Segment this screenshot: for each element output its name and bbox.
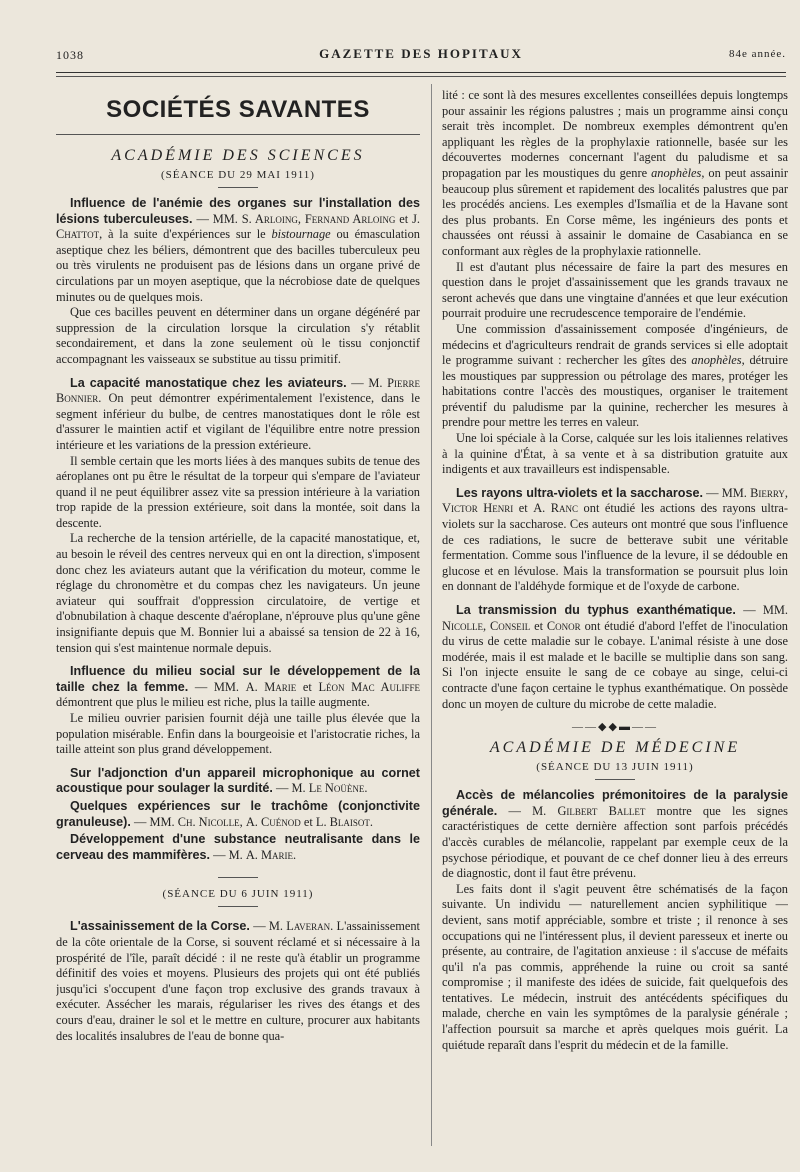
article-heading: L'assainissement de la Corse. — [70, 919, 250, 934]
author-name: J. Chattot — [56, 211, 420, 242]
article — [442, 603, 788, 712]
seance-date: (SÉANCE DU 29 MAI 1911) — [161, 169, 315, 181]
article-paragraph — [442, 603, 788, 712]
separator: et — [300, 814, 316, 829]
article-paragraph: La recherche de la tension artérielle, de la capacité manostatique, et, au besoin le réveil des centres nerveux qui en ont la direction, s'imposent donc chez les aviateurs autant que la vérification du moteur, comme le réglage du chronomètre et du compas chez les navigateurs. Un jeune aviateur qui souffrait d'oppression circulatoire, de vertige et d'obnubilation à chaque descente d'aéroplane, n'éprouve plus qu'une gêne insignifiante depuis que M. Bonnier lui a abaissé sa tension de 22 à 16, tension qui s'est maintenue normale depuis. — [56, 531, 420, 655]
author-name: Le Noüène — [308, 781, 365, 796]
italic-term: bistournage — [271, 227, 331, 242]
article-heading: Développement d'une substance neutralisante dans le cerveau des mammifères. — [56, 832, 420, 862]
authors-prefix: — MM. — [130, 814, 178, 829]
body-text: , à la suite d'expériences sur le — [99, 227, 272, 242]
body-text: ou émasculation aseptique chez les béliers, démontrent que des bacilles tuberculeux peu ou très virulents ne produisent pas de lésions dans un organe privé de circulations par un moyen aseptique, que la nécrobiose date de quelques minutes ou de quelques mois. — [56, 227, 420, 304]
article-paragraph: Le milieu ouvrier parisien fournit déjà une taille plus élevée que la population misérable. Enfin dans la bourgeoisie et l'aristocratie riches, la taille atteint son plus grand développement. — [56, 711, 420, 757]
short-rule — [218, 877, 258, 878]
academy-heading: ACADÉMIE DE MÉDECINE — [489, 739, 741, 757]
article — [56, 766, 420, 797]
header-rule-thin — [56, 76, 786, 77]
authors-prefix: — MM. — [735, 603, 788, 617]
article-heading: La capacité manostatique chez les aviateurs. — [70, 375, 347, 390]
article-paragraph — [56, 376, 420, 454]
article-heading: Les rayons ultra-violets et la saccharose. — [456, 485, 703, 500]
body-text: , on peut assainir beaucoup plus sûrement et rapidement des localités palustres que par les procédés anciens. Les exemples d'Ismaïlia et de la Havane sont des plus probants. En Corse même, les ingénieurs des ponts et chaussées ont réussi à assainir le domaine de Casabianca en se conformant aux règles de la prophylaxie rationnelle. — [442, 165, 788, 258]
author-name: Conor — [546, 618, 581, 633]
authors-prefix: — MM. — [188, 679, 246, 694]
academy-heading: ACADÉMIE DES SCIENCES — [111, 147, 365, 164]
separator: , — [297, 211, 305, 226]
author-name: Nicolle — [442, 618, 483, 633]
article-paragraph — [442, 788, 788, 882]
column-divider — [431, 84, 432, 1146]
article-heading: La transmission du typhus exanthématique. — [456, 603, 736, 617]
authors-prefix: — M. — [249, 919, 287, 934]
author-name: A. Marie — [245, 679, 297, 694]
author-name: Ch. Nicolle — [177, 814, 240, 829]
article-paragraph — [56, 766, 420, 797]
article-paragraph — [56, 196, 420, 305]
author-name: Gilbert Ballet — [557, 803, 646, 818]
author-name: Pierre Bonnier — [56, 375, 420, 406]
separator: et — [296, 679, 319, 694]
short-rule — [218, 187, 258, 188]
author-name: L. Blaisot — [315, 814, 370, 829]
separator: . — [364, 781, 368, 796]
body-text: . L'assainissement de la côte orientale de la Corse, si souvent réclamé et si nécessaire à la prospérité de l'île, paraît décidé : il ne reste qu'à établir un programme définitif des voies et moyens. Plusieurs des projets qui ont été publiés jusqu'ici s'occupent d'une façon trop exclusive des grands travaux à exécuter. Assécher les marais, régulariser les rives des étangs et des cours d'eau, drainer le sol et le mettre en culture, procurer aux habitants des localités insalubres de l'eau de bonne qua- — [56, 919, 420, 1043]
article — [442, 788, 788, 1053]
body-text: , détruire les moustiques par suppression ou pétrolage des mares, protéger les habitations contre l'accès des moustiques, organiser le traitement préventif du paludisme par la quinine, rechercher les mesures à prendre pour mettre les terres en valeur. — [442, 353, 788, 430]
body-text: Une commission d'assainissement composée d'ingénieurs, de médecins et d'agriculteurs rendrait de grands services si elle adoptait le programme suivant : rechercher les gîtes des — [442, 321, 788, 368]
body-text: démontrent que plus le milieu est riche, plus la taille augmente. — [56, 695, 370, 710]
italic-term: anophèles — [691, 353, 742, 368]
author-name: S. Arloing — [241, 211, 298, 226]
article-paragraph — [442, 486, 788, 595]
article-paragraph — [442, 322, 788, 431]
body-text: . On peut démontrer expérimentalement l'existence, dans le segment inférieur du bulbe, de centres manostatiques dont le rôle est d'assurer le maintien actif et vigilant de l'équilibre entre notre pression intérieure et les variations de la pression extérieure. — [56, 391, 420, 452]
body-text: ont étudié d'abord l'effet de l'inoculation du virus de cette maladie sur le cobaye. L'animal résiste à une dose modérée, mais il est malade et le bacille se multiplie dans son sang. Si l'on injecte ensuite le sang de ce cobaye au singe, celui-ci contracte d'une façon certaine le typhus exanthématique. On possède donc un moyen de culture du microbe de cette maladie. — [442, 618, 788, 711]
separator: , — [784, 485, 788, 500]
article-heading: Quelques expériences sur le trachôme (conjonctivite granuleuse). — [56, 798, 420, 829]
header-rule — [56, 72, 786, 73]
article — [442, 486, 788, 595]
right-column — [442, 88, 788, 1152]
authors-prefix: — M. — [346, 375, 388, 390]
article-paragraph: Que ces bacilles peuvent en déterminer dans un organe dégénéré par suppression de la circulation lorsque la circulation s'y rétablit secondairement, et dans la zone seulement où le tissu conjonctif accompagnant les vaisseaux se substitue au tissu primitif. — [56, 305, 420, 366]
article-paragraph-continued — [442, 88, 788, 260]
author-name: Victor Henri — [442, 501, 514, 516]
running-head — [56, 46, 786, 68]
article-paragraph: Une loi spéciale à la Corse, calquée sur les lois italiennes relatives à la quinine d'État, à sa vente et à sa distribution gratuite aux indigents et aux travailleurs est indispensable. — [442, 431, 788, 477]
article-heading: Influence du milieu social sur le développement de la taille chez la femme. — [56, 664, 420, 694]
left-column — [56, 88, 420, 1152]
separator: et — [513, 501, 534, 516]
separator: . — [293, 847, 297, 862]
author-name: A. Marie — [245, 847, 293, 862]
article-heading: Accès de mélancolies prémonitoires de la paralysie générale. — [442, 788, 788, 818]
article — [56, 196, 420, 368]
short-rule — [595, 779, 635, 780]
article — [56, 832, 420, 863]
authors-prefix: — M. — [497, 803, 558, 818]
article-paragraph — [56, 799, 420, 830]
section-title: SOCIÉTÉS SAVANTES — [106, 96, 370, 123]
journal-title: GAZETTE DES HOPITAUX — [319, 46, 523, 61]
title-rule — [56, 134, 420, 135]
article-heading: Sur l'adjonction d'un appareil microphonique au cornet acoustique pour soulager la surdité. — [56, 765, 420, 796]
author-name: A. Ranc — [533, 501, 579, 516]
page-number: 1038 — [56, 48, 84, 62]
separator: et — [530, 618, 547, 633]
ornament-divider: ——◆◆▬—— — [572, 721, 658, 734]
article-paragraph: Les faits dont il s'agit peuvent être schématisés de la façon suivante. Un individu — naturellement ancien syphilitique — devient, sans motif appréciable, sombre et triste ; il renonce à ses occupations qui ne l'intéressent plus, il devient paresseux et inerte ou présente, au contraire, de l'agitation anxieuse : il s'accuse de méfaits qu'il n'a pas commis, appréhende la ruine ou croit sa santé compromise ; il manifeste des idées de suicide, fait quelquefois des tentatives. Le médecin, instruit des antécédents spécifiques du malade, cherche en vain les symptômes de la paralysie générale ; l'affection poursuit sa marche et après quelques mois guérit. La quiétude reparaît dans l'esprit du médecin et de la famille. — [442, 881, 788, 1052]
article-heading: Influence de l'anémie des organes sur l'installation des lésions tuberculeuses. — [56, 196, 420, 226]
body-text: ont étudié les actions des rayons ultra-violets sur la saccharose. Ces auteurs ont montré que sous l'influence de ces radiations, le sucre de betterave subit une véritable fermentation. Comme sous l'influence de la levure, il se dédouble en glucose et en lévulose. Mais la transformation se poursuit plus loin en donnant de l'aldéhyde formique et de l'oxyde de carbone. — [442, 501, 788, 594]
authors-prefix: — M. — [210, 847, 246, 862]
separator: et — [395, 211, 413, 226]
seance-date: (SÉANCE DU 13 JUIN 1911) — [536, 761, 694, 774]
authors-prefix: — M. — [272, 781, 309, 796]
authors-prefix: — MM. — [192, 211, 242, 226]
author-name: Conseil — [489, 618, 531, 633]
authors-prefix: — MM. — [702, 485, 751, 500]
article — [56, 664, 420, 758]
article-paragraph: Il est d'autant plus nécessaire de faire la part des mesures en question dans le projet d'assainissement que les grands travaux ne seront achevés que dans une vingtaine d'années et que leur exécution pourrait produire une recrudescence temporaire de l'endémie. — [442, 259, 788, 321]
volume-year: 84e année. — [728, 48, 786, 60]
article — [56, 376, 420, 657]
body-text: lité : ce sont là des mesures excellentes conseillées depuis longtemps pour assainir les régions palustres ; mais un programme ainsi conçu serait très incomplet. De nombreux exemples démontrent qu'en appliquant les règles de la prophylaxie rationnelle, basée sur les découvertes modernes concernant l'agent du paludisme et sa propagation par les moustiques du genre — [442, 88, 788, 180]
seance-date: (SÉANCE DU 6 JUIN 1911) — [162, 888, 314, 901]
article — [56, 919, 420, 1044]
article-paragraph: Il semble certain que les morts liées à des manques subits de tenue des aéroplanes ont pu être le résultat de la torpeur qui s'empare de l'aviateur quand il ne peut équilibrer assez vite sa pression intérieure à la variation trop rapide de la pression extérieure, soit dans la montée, soit dans la descente. — [56, 453, 420, 530]
author-name: Bierry — [750, 485, 785, 500]
article-paragraph — [56, 919, 420, 1044]
separator: , — [482, 618, 490, 633]
separator: , — [239, 814, 246, 829]
author-name: Léon Mac Auliffe — [318, 679, 420, 694]
separator: . — [369, 814, 374, 829]
author-name: Fernand Arloing — [304, 211, 396, 226]
author-name: A. Cuénod — [245, 814, 301, 829]
article-paragraph — [56, 832, 420, 863]
author-name: Laveran — [286, 919, 331, 934]
short-rule — [218, 906, 258, 907]
body-text: montre que les signes caractéristiques de cette dernière affection sont parfois précédés d'accès curables de mélancolie, rappelant par exemple ceux de la psychose périodique, et pouvant de ce chef donner lieu à des erreurs de diagnostic, dont il faut être prévenu. — [442, 803, 788, 881]
italic-term: anophèles — [651, 165, 702, 180]
article-paragraph — [56, 664, 420, 711]
article — [56, 799, 420, 830]
